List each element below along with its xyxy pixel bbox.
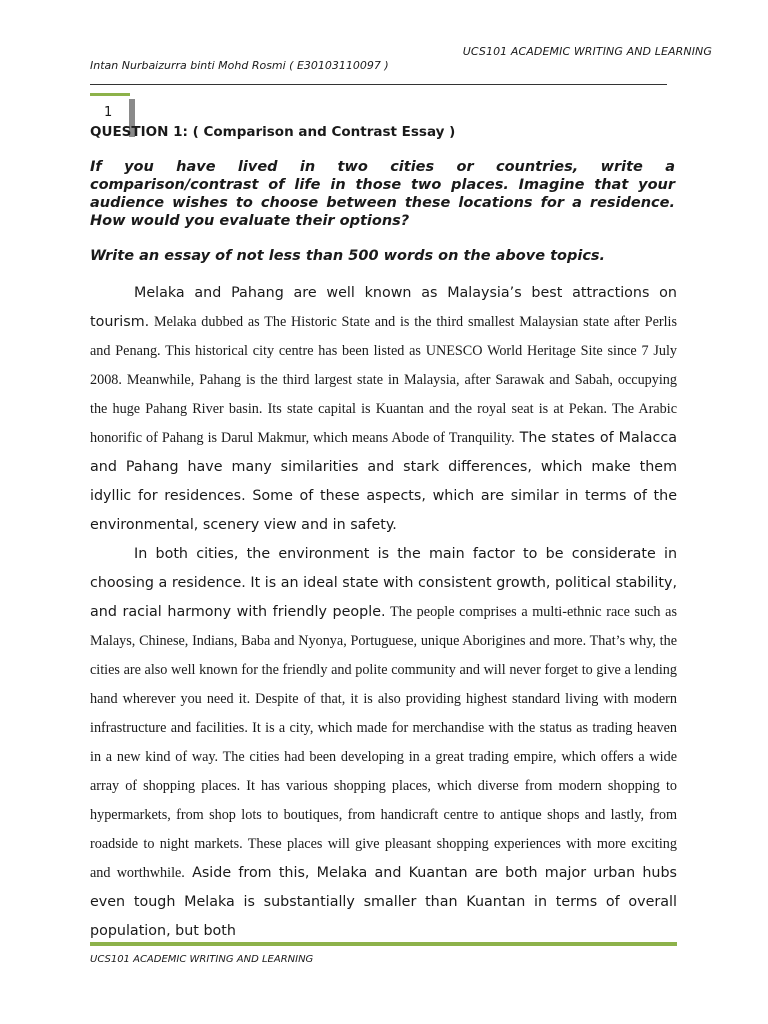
header-divider	[90, 84, 667, 85]
header-author: Intan Nurbaizurra binti Mohd Rosmi ( E30103110097 )	[90, 59, 389, 72]
paragraph-1-sentence-b: Melaka dubbed as The Historic State and is the third smallest Malaysian state after Perlis and Penang. This historical city centre has been listed as UNESCO World Heritage Site since 7 July 2008. Meanwhile, Pahang is the third largest state in Malaysia, after Sarawak and Sabah, occupying the huge Pahang River basin. Its state capital is Kuantan and the royal seat is at Pekan. The Arabic honorific of Pahang is Darul Makmur, which means Abode of Tranquility.	[90, 314, 677, 446]
page-number: 1	[104, 105, 113, 120]
paragraph-1-sentence-a: Melaka and Pahang are well known as Malaysia’s best attractions on tourism.	[90, 285, 677, 330]
essay-paragraph-1	[90, 278, 677, 539]
essay-paragraph-2	[90, 539, 677, 945]
paragraph-2-sentence-c: Aside from this, Melaka and Kuantan are both major urban hubs even tough Melaka is substantially smaller than Kuantan in terms of overall population, but both	[90, 865, 677, 939]
paragraph-2-sentence-b: The people comprises a multi-ethnic race such as Malays, Chinese, Indians, Baba and Nyonya, Portuguese, unique Aborigines and more. That’s why, the cities are also well known for the friendly and polite community and will never forget to give a lending hand wherever you need it. Despite of that, it is also providing highest standard living with modern infrastructure and facilities. It is a city, which made for merchandise with the status as trading heaven in a new kind of way. The cities had been developing in a great trading empire, which offers a wide array of shopping places. It has various shopping places, which diverse from modern shopping to hypermarkets, from shop lots to boutiques, from handicraft centre to antique shops and lastly, from roadside to night markets. These places will give pleasant shopping experiences with more exciting and worthwhile.	[90, 604, 677, 881]
question-title: QUESTION 1: ( Comparison and Contrast Essay )	[90, 124, 456, 140]
question-instruction: Write an essay of not less than 500 words on the above topics.	[90, 248, 606, 264]
paragraph-1-sentence-c: The states of Malacca and Pahang have many similarities and stark differences, which make them idyllic for residences. Some of these aspects, which are similar in terms of the environmental, scenery view and in safety.	[90, 430, 677, 533]
header-course-title: UCS101 ACADEMIC WRITING AND LEARNING	[462, 45, 712, 58]
question-prompt: If you have lived in two cities or countries, write a comparison/contrast of life in those two places. Imagine that your audience wishes to choose between these locations for a residence. How would you evaluate their options?	[90, 159, 675, 229]
page-number-accent	[90, 93, 130, 96]
paragraph-2-sentence-a: In both cities, the environment is the main factor to be considerate in choosing a residence. It is an ideal state with consistent growth, political stability, and racial harmony with friendly people.	[90, 546, 677, 620]
footer-course-title: UCS101 ACADEMIC WRITING AND LEARNING	[90, 954, 314, 965]
footer-divider	[90, 942, 677, 946]
